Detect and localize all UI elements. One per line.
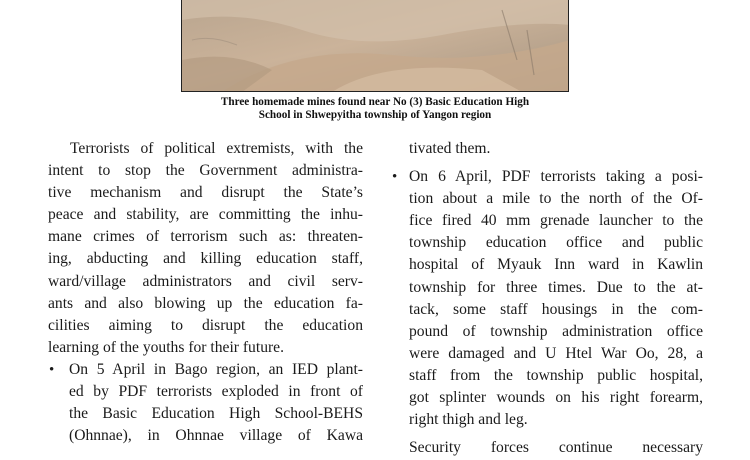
text-line: mane crimes of terrorism such as: threaten- xyxy=(48,228,363,246)
text-line: staff from the township public hospital, xyxy=(409,366,703,384)
text-line: On 6 April, PDF terrorists taking a posi- xyxy=(409,168,703,186)
text-line: ed by PDF terrorists exploded in front of xyxy=(69,383,363,401)
text-line: peace and stability, are committing the inhu- xyxy=(48,206,363,224)
bullet-icon: • xyxy=(392,169,398,186)
security-paragraph xyxy=(391,437,703,459)
text-line: right thigh and leg. xyxy=(409,411,528,429)
left-column xyxy=(48,138,363,447)
photo-image xyxy=(182,0,569,92)
intro-paragraph xyxy=(48,138,363,359)
text-line: tive mechanism and disrupt the State’s xyxy=(48,184,363,202)
text-line: On 5 April in Bago region, an IED plant- xyxy=(69,360,363,378)
text-line: township for three times. Due to the at- xyxy=(409,278,703,296)
text-line: were damaged and U Htel War Oo, 28, a xyxy=(409,344,703,362)
text-line: cilities aiming to disrupt the education xyxy=(48,316,363,334)
figure-caption xyxy=(150,96,600,122)
text-line: hospital of Myauk Inn ward in Kawlin xyxy=(409,256,703,274)
continuation-text xyxy=(391,138,703,160)
right-column xyxy=(391,138,703,459)
text-line: got splinter wounds on his right forearm, xyxy=(409,389,703,407)
caption-line-2: School in Shwepyitha township of Yangon region xyxy=(258,109,492,121)
caption-line-1: Three homemade mines found near No (3) Basic Education High xyxy=(220,96,530,108)
text-line: ing, abducting and killing education staff, xyxy=(48,250,363,268)
text-line: tivated them. xyxy=(409,140,491,157)
text-line: tion about a mile to the north of the Of- xyxy=(409,190,703,208)
mines-photo xyxy=(181,0,569,92)
list-item-bago xyxy=(48,359,363,447)
text-line: intent to stop the Government administra- xyxy=(48,162,363,180)
text-line: ants and also blowing up the education fa- xyxy=(48,294,363,312)
text-line: Security forces continue necessary xyxy=(409,439,703,457)
text-line: Terrorists of political extremists, with the xyxy=(70,140,363,157)
text-line: pound of township administration office xyxy=(409,322,703,340)
text-line: fice fired 40 mm grenade launcher to the xyxy=(409,212,703,230)
text-line: (Ohnnae), in Ohnnae village of Kawa xyxy=(69,427,363,445)
text-line: learning of the youths for their future. xyxy=(48,338,285,356)
list-item-kawlin xyxy=(391,166,703,431)
text-line: township education office and public xyxy=(409,234,703,252)
text-line: tack, some staff housings in the com- xyxy=(409,300,703,318)
text-line: the Basic Education High School-BEHS xyxy=(69,405,363,423)
text-line: ward/village administrators and civil serv- xyxy=(48,272,363,290)
bullet-icon: • xyxy=(49,361,55,378)
